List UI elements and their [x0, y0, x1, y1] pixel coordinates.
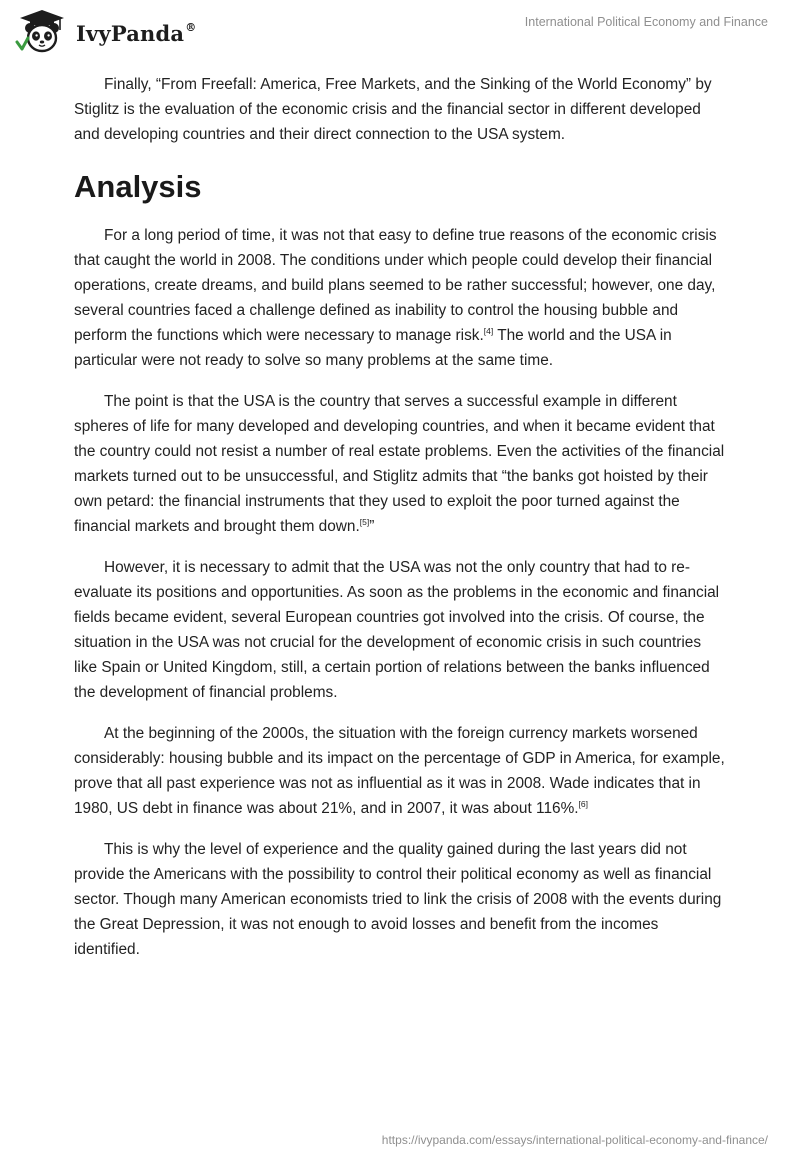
analysis-paragraph-5: This is why the level of experience and the quality gained during the last years did not provide the Americans with the possibility to control their political economy as well as financial sector. Though many American economists tried to link the crisis of 2008 with the events during the Great Depression, it was not enough to avoid losses and benefit from the incomes identified.	[74, 841, 722, 958]
footnote-ref-6[interactable]: [6]	[578, 798, 588, 809]
closing-quote: ”	[369, 518, 375, 535]
paragraph-text: The world and the USA in particular were not ready to solve so many problems at the same time.	[74, 327, 672, 369]
footnote-ref-4[interactable]: [4]	[483, 325, 494, 336]
source-url[interactable]: https://ivypanda.com/essays/international-political-economy-and-finance/	[381, 1133, 768, 1147]
brand-name	[76, 21, 196, 46]
analysis-paragraph-1	[74, 223, 728, 373]
intro-paragraph: Finally, “From Freefall: America, Free Markets, and the Sinking of the World Economy” by Stiglitz is the evaluation of the economic crisis and the financial sector in different developed and developing countries and their direct connection to the USA system.	[74, 76, 712, 143]
page-header	[0, 0, 800, 60]
paragraph-text: The point is that the USA is the country that serves a successful example in different spheres of life for many developed and developing countries, and when it became evident that the country could not resist a number of real estate problems. Even the activities of the financial markets turned out to be unsuccessful, and Stiglitz admits that “the banks got hoisted by their own petard: the financial instruments that they used to exploit the poor turned against the financial markets and brought them down.	[74, 393, 725, 535]
paragraph-text: For a long period of time, it was not that easy to define true reasons of the economic crisis that caught the world in 2008. The conditions under which people could develop their financial operations, create dreams, and build plans seemed to be rather successful; however, one day, several countries faced a challenge defined as inability to control the housing bubble and perform the functions which were necessary to manage risk.	[74, 227, 717, 344]
article-body	[74, 72, 728, 978]
paragraph-text: At the beginning of the 2000s, the situation with the foreign currency markets worsened considerably: housing bubble and its impact on the percentage of GDP in America, for example, prove that all past experience was not as influential as it was in 2008. Wade indicates that in 1980, US debt in finance was about 21%, and in 2007, it was about 116%.	[74, 725, 725, 817]
analysis-paragraph-4	[74, 721, 728, 821]
brand-registered-mark: ®	[185, 20, 197, 34]
brand-logo[interactable]	[14, 8, 196, 56]
panda-graduation-cap-icon	[14, 8, 70, 56]
brand-name-text: IvyPanda	[76, 20, 185, 46]
footnote-ref-5[interactable]: [5]	[359, 516, 370, 527]
section-heading-analysis: Analysis	[74, 169, 202, 204]
analysis-paragraph-3: However, it is necessary to admit that the USA was not the only country that had to re-evaluate its positions and opportunities. As soon as the problems in the economic and financial fields became evident, several European countries got involved into the crisis. Of course, the situation in the USA was not crucial for the development of economic crisis in such countries like Spain or United Kingdom, still, a certain portion of relations between the banks influenced the development of financial problems.	[74, 559, 720, 701]
analysis-paragraph-2	[74, 389, 728, 539]
document-title: International Political Economy and Finance	[524, 15, 768, 29]
